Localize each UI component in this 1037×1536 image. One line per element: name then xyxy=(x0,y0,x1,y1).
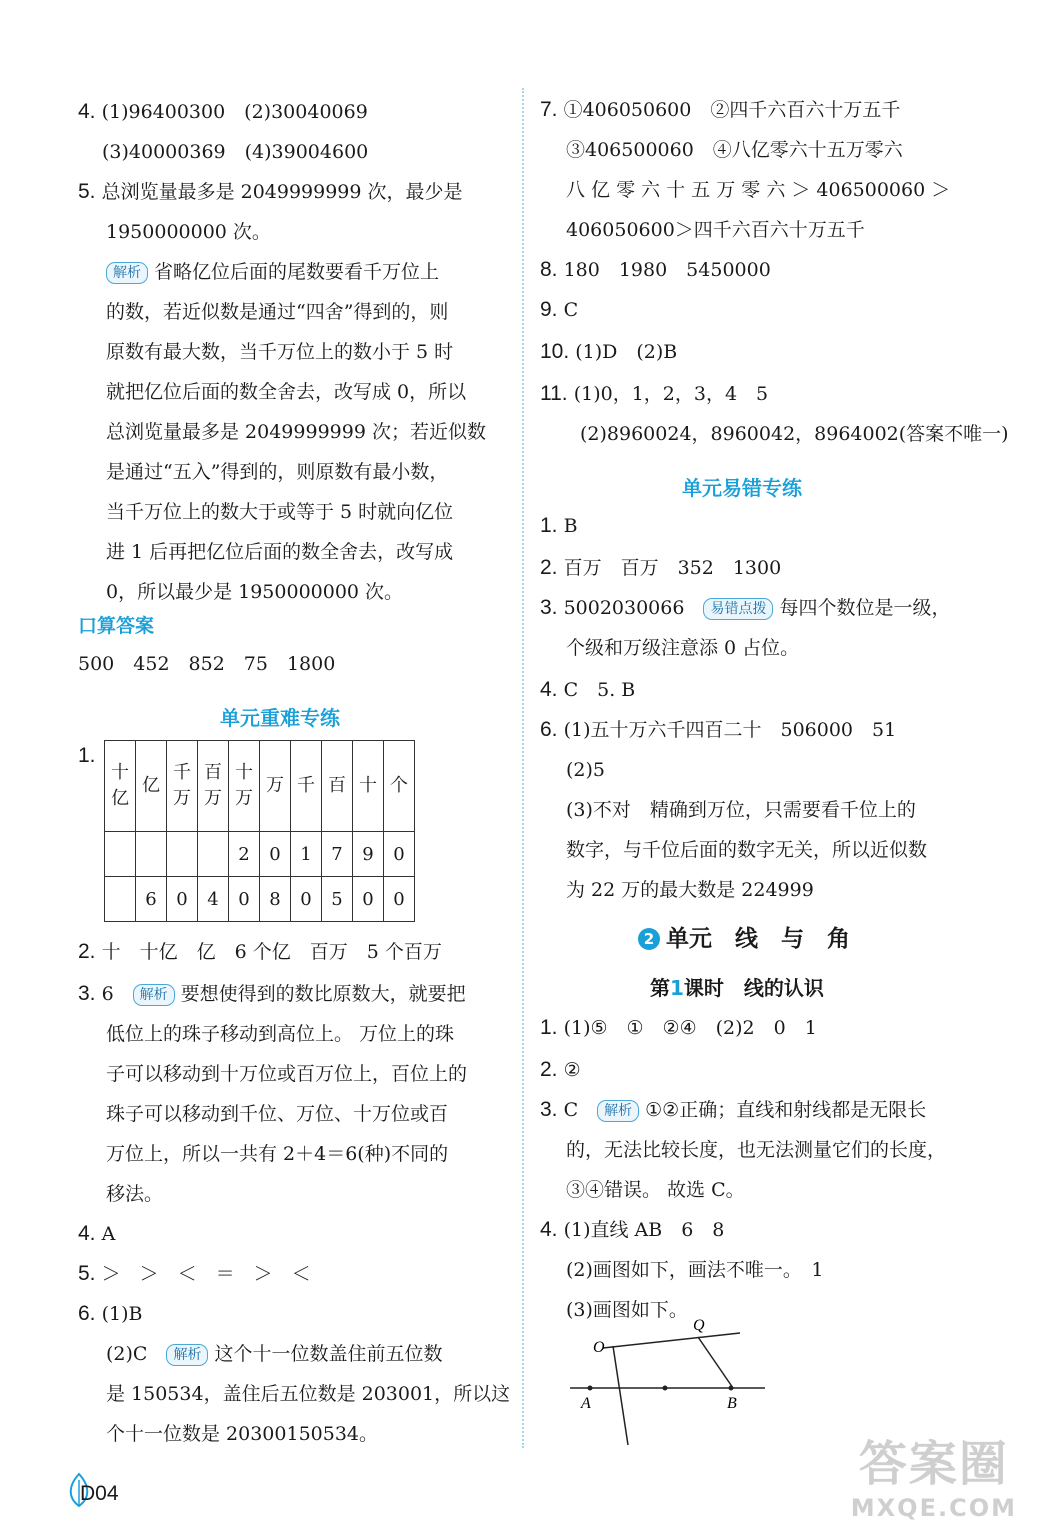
answer-11-cont xyxy=(580,422,1009,446)
answer-text: (1)⑤ ① ②④ (2)2 0 1 xyxy=(563,1017,817,1039)
answer-text: 180 1980 5450000 xyxy=(563,259,771,281)
question-number: 11. xyxy=(540,382,568,405)
table-cell: 0 xyxy=(167,877,198,922)
answer-text: 406050600＞四千六百六十万五千 xyxy=(566,219,865,241)
jiexi-tag: 解析 xyxy=(133,984,175,1006)
question-number: 4. xyxy=(540,1218,558,1241)
table-header-row xyxy=(105,741,415,832)
explanation-text: 进 1 后再把亿位后面的数全舍去，改写成 xyxy=(106,541,454,563)
question-number: 1. xyxy=(540,1016,558,1039)
answer-text: B xyxy=(563,515,578,537)
table-cell: 7 xyxy=(322,832,353,877)
answer-r6 xyxy=(540,718,896,742)
answer-text: (1)五十万六千四百二十 506000 51 xyxy=(563,719,897,741)
explanation-line xyxy=(106,540,453,564)
label-q: Q xyxy=(693,1317,705,1334)
explanation-text: 是 150534，盖住后五位数是 203001，所以这 xyxy=(106,1383,511,1405)
answer-text: 为 22 万的最大数是 224999 xyxy=(566,879,814,901)
table-cell: 0 xyxy=(353,877,384,922)
answer-5 xyxy=(78,180,463,204)
table-cell xyxy=(198,832,229,877)
explanation-text: 的，无法比较长度，也无法测量它们的长度， xyxy=(566,1139,947,1161)
question-number: 6. xyxy=(540,718,558,741)
table-cell: 0 xyxy=(260,832,291,877)
answer-3 xyxy=(78,982,466,1006)
line-through-oq xyxy=(603,1333,740,1348)
answer-r4 xyxy=(540,678,635,702)
explanation-text: 万位上，所以一共有 2＋4＝6(种)不同的 xyxy=(106,1143,449,1165)
question-number: 1. xyxy=(78,744,96,767)
answer-10 xyxy=(540,340,677,364)
answer-7-cont xyxy=(566,218,865,242)
answer-s4-cont xyxy=(566,1258,824,1282)
explanation-text: 珠子可以移动到千位、万位、十万位或百 xyxy=(106,1103,449,1125)
table-cell: 5 xyxy=(322,877,353,922)
answer-6b xyxy=(106,1342,442,1366)
explanation-text: 个十一位数是 20300150534。 xyxy=(106,1423,379,1445)
explanation-text: 总浏览量最多是 2049999999 次；若近似数 xyxy=(106,421,486,443)
unit-heading xyxy=(638,920,850,953)
table-cell: 0 xyxy=(384,832,415,877)
explanation-text: 要想使得到的数比原数大，就要把 xyxy=(180,983,466,1005)
explanation-line xyxy=(566,1178,745,1202)
answer-7 xyxy=(540,98,900,122)
answer-5-cont xyxy=(106,220,271,244)
question-number: 3. xyxy=(540,596,558,619)
answer-5b xyxy=(78,1262,311,1286)
lesson-number: 1 xyxy=(670,976,684,1000)
kousuan-values: 500 452 852 75 1800 xyxy=(78,653,336,675)
answer-s2 xyxy=(540,1058,581,1082)
section-title-yicuo: 单元易错专练 xyxy=(682,476,802,500)
answer-text: (1)96400300 (2)30040069 xyxy=(101,101,368,123)
point-a xyxy=(588,1386,593,1391)
kousuan-title: 口算答案 xyxy=(78,615,155,637)
answer-text: (2)C xyxy=(106,1343,148,1365)
answer-text: (2)8960024，8960042，8964002(答案不唯一) xyxy=(580,423,1009,445)
answer-s4-cont xyxy=(566,1298,688,1322)
table-row xyxy=(105,832,415,877)
explanation-line xyxy=(106,300,448,324)
question-number: 1. xyxy=(540,514,558,537)
table-cell: 0 xyxy=(291,877,322,922)
line-o-down xyxy=(613,1346,628,1445)
table-cell: 0 xyxy=(384,877,415,922)
explanation-text: 子可以移动到十万位或百万位上，百位上的 xyxy=(106,1063,468,1085)
answer-text: ＞ ＞ ＜ ＝ ＞ ＜ xyxy=(101,1263,311,1285)
answer-r2 xyxy=(540,556,781,580)
table-header-cell: 千 xyxy=(291,741,322,832)
answer-9 xyxy=(540,298,578,322)
table-header-cell: 万 xyxy=(260,741,291,832)
answer-s3 xyxy=(540,1098,926,1122)
explanation-text: 原数有最大数，当千万位上的数小于 5 时 xyxy=(106,341,454,363)
answer-s1 xyxy=(540,1016,817,1040)
table-cell: 0 xyxy=(229,877,260,922)
table-header-cell: 百 xyxy=(322,741,353,832)
jiexi-tag: 解析 xyxy=(597,1100,639,1122)
answer-11 xyxy=(540,382,768,406)
answer-text: A xyxy=(101,1223,116,1245)
question-number: 10. xyxy=(540,340,570,363)
answer-6 xyxy=(78,1302,142,1326)
question-number: 4. xyxy=(78,1222,96,1245)
lesson-title: 课时 线的认识 xyxy=(683,976,824,1000)
label-b: B xyxy=(727,1395,737,1412)
explanation-line xyxy=(106,1062,467,1086)
explanation-line xyxy=(106,1102,448,1126)
answer-r1 xyxy=(540,514,578,538)
answer-text: (3)不对 精确到万位，只需要看千位上的 xyxy=(566,799,916,821)
yicuo-tag: 易错点拨 xyxy=(703,598,773,620)
table-header-cell: 亿 xyxy=(136,741,167,832)
explanation-line xyxy=(106,500,453,524)
answer-text: 总浏览量最多是 2049999999 次，最少是 xyxy=(101,181,463,203)
answer-text: ③406500060 ④八亿零六十五万零六 xyxy=(566,139,903,161)
unit-number-badge: 2 xyxy=(638,928,660,950)
label-o: O xyxy=(593,1339,605,1356)
table-cell xyxy=(105,832,136,877)
table-header-cell: 百 万 xyxy=(198,741,229,832)
answer-4-cont xyxy=(102,140,368,164)
explanation-line xyxy=(106,1182,163,1206)
answer-text: 八 亿 零 六 十 五 万 零 六 ＞ 406500060 ＞ xyxy=(566,179,951,201)
question-number: 2. xyxy=(540,1058,558,1081)
answer-r6-cont xyxy=(566,798,916,822)
answer-text: (1)D (2)B xyxy=(575,341,678,363)
explanation-text: ①②正确；直线和射线都是无限长 xyxy=(645,1099,927,1121)
explanation-text: 每四个数位是一级， xyxy=(779,597,951,619)
answer-text: 百万 百万 352 1300 xyxy=(563,557,782,579)
explanation-line xyxy=(106,380,466,404)
table-cell: 4 xyxy=(198,877,229,922)
table-cell: 9 xyxy=(353,832,384,877)
answer-text: ② xyxy=(563,1059,581,1081)
explanation-line xyxy=(106,260,439,284)
answer-s4 xyxy=(540,1218,724,1242)
unit-title: 单元 线 与 角 xyxy=(666,926,850,952)
answer-text: (1)B xyxy=(101,1303,143,1325)
answer-7-cont xyxy=(566,138,903,162)
table-header-cell: 十 亿 xyxy=(105,741,136,832)
answer-text: C xyxy=(563,299,579,321)
answer-text: (2)5 xyxy=(566,759,606,781)
answer-4b xyxy=(78,1222,115,1246)
watermark xyxy=(851,1425,1017,1522)
answer-r6-cont xyxy=(566,878,814,902)
answer-text: (1)0，1，2，3，4 5 xyxy=(573,383,769,405)
table-cell: 2 xyxy=(229,832,260,877)
section-title-zhongnan: 单元重难专练 xyxy=(220,706,340,730)
answer-text: 1950000000 次。 xyxy=(106,221,271,243)
point-b xyxy=(729,1386,734,1391)
explanation-text: 这个十一位数盖住前五位数 xyxy=(214,1343,443,1365)
answer-text: (1)直线 AB 6 8 xyxy=(563,1219,725,1241)
answer-text: C xyxy=(563,1099,579,1121)
question-number: 3. xyxy=(78,982,96,1005)
question-number: 7. xyxy=(540,98,558,121)
label-a: A xyxy=(581,1395,591,1412)
explanation-text: 当千万位上的数大于或等于 5 时就向亿位 xyxy=(106,501,454,523)
line-drawing-figure xyxy=(565,1317,775,1450)
answer-text: C 5. B xyxy=(563,679,636,701)
question-number: 4. xyxy=(540,678,558,701)
segment-qb xyxy=(698,1337,733,1388)
explanation-line xyxy=(106,420,486,444)
explanation-text: 省略亿位后面的尾数要看千万位上 xyxy=(154,261,440,283)
watermark-url: MXQE.COM xyxy=(850,1494,1017,1522)
explanation-line xyxy=(106,580,403,604)
answer-text: (3)40000369 (4)39004600 xyxy=(102,141,369,163)
table-cell: 8 xyxy=(260,877,291,922)
jiexi-tag: 解析 xyxy=(166,1344,208,1366)
answer-text: ①406050600 ②四千六百六十万五千 xyxy=(563,99,901,121)
jiexi-tag: 解析 xyxy=(106,262,148,284)
question-number: 9. xyxy=(540,298,558,321)
question-number: 2. xyxy=(540,556,558,579)
question-number: 5. xyxy=(78,1262,96,1285)
explanation-line xyxy=(566,1138,946,1162)
lesson-heading xyxy=(650,972,824,1001)
table-cell xyxy=(167,832,198,877)
explanation-text: 的数，若近似数是通过“四舍”得到的，则 xyxy=(106,301,449,323)
answer-text: 十 十亿 亿 6 个亿 百万 5 个百万 xyxy=(101,941,442,963)
place-value-table xyxy=(104,740,415,922)
answer-text: 6 xyxy=(101,983,114,1005)
explanation-line xyxy=(106,1022,454,1046)
table-cell xyxy=(105,877,136,922)
lesson-pre: 第 xyxy=(650,976,670,1000)
table-header-cell: 个 xyxy=(384,741,415,832)
explanation-line xyxy=(106,340,453,364)
answer-7-cont xyxy=(566,178,950,202)
answer-r6-cont xyxy=(566,838,927,862)
table-cell xyxy=(136,832,167,877)
explanation-text: 低位上的珠子移动到高位上。 万位上的珠 xyxy=(106,1023,455,1045)
answer-text: (2)画图如下，画法不唯一。 1 xyxy=(566,1259,824,1281)
table-header-cell: 千 万 xyxy=(167,741,198,832)
table-cell: 6 xyxy=(136,877,167,922)
point-mid xyxy=(663,1386,668,1391)
explanation-line xyxy=(106,1142,448,1166)
answer-text: 数字，与千位后面的数字无关，所以近似数 xyxy=(566,839,928,861)
table-header-cell: 十 xyxy=(353,741,384,832)
question-number: 3. xyxy=(540,1098,558,1121)
answer-4 xyxy=(78,100,368,124)
answer-text: 5002030066 xyxy=(563,597,685,619)
question-number: 5. xyxy=(78,180,96,203)
answer-text: (3)画图如下。 xyxy=(566,1299,688,1321)
table-row xyxy=(105,877,415,922)
table-cell: 1 xyxy=(291,832,322,877)
explanation-text: 是通过“五入”得到的，则原数有最小数， xyxy=(106,461,449,483)
answer-2 xyxy=(78,940,442,964)
explanation-line xyxy=(106,460,448,484)
explanation-text: 个级和万级注意添 0 占位。 xyxy=(566,637,800,659)
explanation-text: 就把亿位后面的数全舍去，改写成 0，所以 xyxy=(106,381,467,403)
question-number: 8. xyxy=(540,258,558,281)
answer-r3 xyxy=(540,596,950,620)
answer-8 xyxy=(540,258,771,282)
question-number: 2. xyxy=(78,940,96,963)
watermark-title: 答案圈 xyxy=(858,1436,1009,1492)
explanation-text: ③④错误。 故选 C。 xyxy=(566,1179,745,1201)
explanation-text: 0，所以最少是 1950000000 次。 xyxy=(106,581,404,603)
explanation-line xyxy=(566,636,799,660)
answer-r6-cont xyxy=(566,758,605,782)
page-number: D04 xyxy=(80,1482,119,1505)
explanation-text: 移法。 xyxy=(106,1183,164,1205)
question-number: 4. xyxy=(78,100,96,123)
table-header-cell: 十 万 xyxy=(229,741,260,832)
answer-1-label xyxy=(78,744,96,768)
explanation-line xyxy=(106,1422,378,1446)
explanation-line xyxy=(106,1382,510,1406)
question-number: 6. xyxy=(78,1302,96,1325)
column-divider xyxy=(522,88,524,1448)
